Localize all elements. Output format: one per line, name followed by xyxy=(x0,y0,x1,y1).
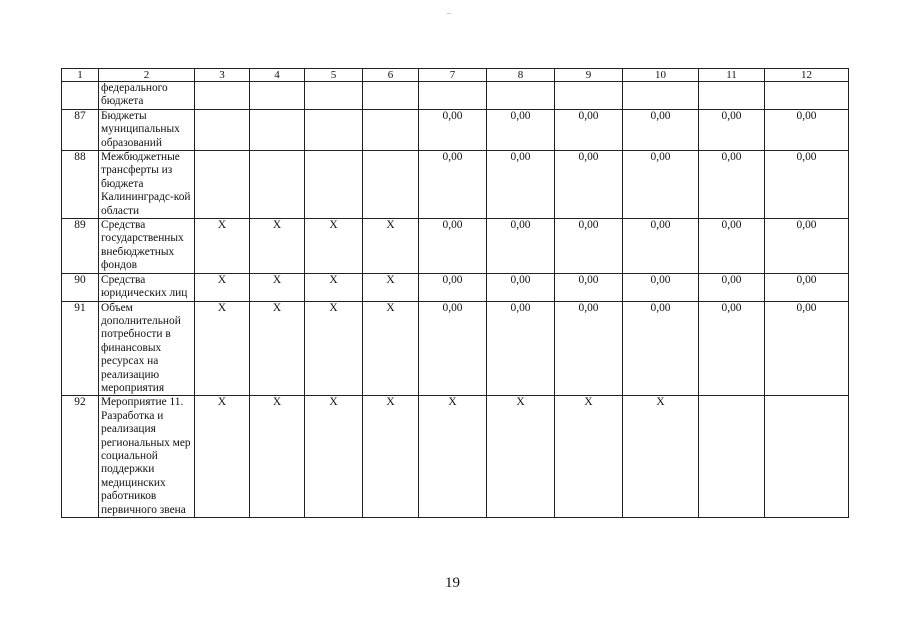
table-cell: X xyxy=(305,396,363,518)
table-cell: X xyxy=(250,273,305,301)
table-cell: 0,00 xyxy=(555,109,623,150)
table-cell: 0,00 xyxy=(765,151,849,219)
table-cell xyxy=(195,151,250,219)
table-cell: 0,00 xyxy=(623,109,699,150)
table-cell: 0,00 xyxy=(419,219,487,274)
row-number: 90 xyxy=(62,273,99,301)
table-cell: 0,00 xyxy=(699,151,765,219)
table-cell: X xyxy=(555,396,623,518)
table-cell: 0,00 xyxy=(487,273,555,301)
table-cell: 0,00 xyxy=(555,151,623,219)
row-number: 88 xyxy=(62,151,99,219)
table-cell: X xyxy=(487,396,555,518)
table-cell: X xyxy=(195,273,250,301)
column-header: 11 xyxy=(699,69,765,82)
column-header: 8 xyxy=(487,69,555,82)
budget-table xyxy=(61,68,849,518)
column-header: 1 xyxy=(62,69,99,82)
table-cell xyxy=(699,82,765,110)
column-header: 12 xyxy=(765,69,849,82)
table-cell: 0,00 xyxy=(487,301,555,396)
table-cell: 0,00 xyxy=(765,301,849,396)
table-cell: 0,00 xyxy=(623,151,699,219)
table-cell xyxy=(555,82,623,110)
scan-mark xyxy=(447,13,451,14)
table-cell: 0,00 xyxy=(765,109,849,150)
row-number: 87 xyxy=(62,109,99,150)
table-row xyxy=(62,273,849,301)
row-name: Средства юридических лиц xyxy=(99,273,195,301)
table-cell: X xyxy=(195,301,250,396)
table-cell: X xyxy=(195,396,250,518)
column-header: 7 xyxy=(419,69,487,82)
table-cell xyxy=(250,151,305,219)
table-cell: X xyxy=(195,219,250,274)
column-header: 3 xyxy=(195,69,250,82)
row-name: Бюджеты муниципальных образований xyxy=(99,109,195,150)
table-row xyxy=(62,396,849,518)
table-cell: X xyxy=(305,219,363,274)
table-cell: 0,00 xyxy=(699,301,765,396)
page-number: 19 xyxy=(445,575,460,591)
table-cell: X xyxy=(250,301,305,396)
table-cell: X xyxy=(250,219,305,274)
row-name: федерального бюджета xyxy=(99,82,195,110)
table-row xyxy=(62,219,849,274)
column-header: 10 xyxy=(623,69,699,82)
table-cell: X xyxy=(305,273,363,301)
table-cell xyxy=(195,82,250,110)
table-cell xyxy=(305,109,363,150)
table-row xyxy=(62,109,849,150)
table-cell: X xyxy=(623,396,699,518)
table-cell: 0,00 xyxy=(487,151,555,219)
table-cell: 0,00 xyxy=(419,109,487,150)
table-cell xyxy=(623,82,699,110)
column-header: 6 xyxy=(363,69,419,82)
row-name: Межбюджетные трансферты из бюджета Калининградс-кой области xyxy=(99,151,195,219)
row-name: Объем дополнительной потребности в финансовых ресурсах на реализацию мероприятия xyxy=(99,301,195,396)
column-header: 5 xyxy=(305,69,363,82)
column-header: 4 xyxy=(250,69,305,82)
table-cell: 0,00 xyxy=(555,273,623,301)
table-cell: 0,00 xyxy=(623,273,699,301)
table-cell xyxy=(487,82,555,110)
row-number xyxy=(62,82,99,110)
table-cell: 0,00 xyxy=(699,273,765,301)
row-number: 89 xyxy=(62,219,99,274)
table-cell xyxy=(250,82,305,110)
table-row xyxy=(62,301,849,396)
table-cell xyxy=(363,151,419,219)
table-body xyxy=(62,82,849,518)
column-header-row xyxy=(62,69,849,82)
table-cell: X xyxy=(363,301,419,396)
row-number: 92 xyxy=(62,396,99,518)
column-header: 2 xyxy=(99,69,195,82)
table-cell xyxy=(765,396,849,518)
table-cell xyxy=(250,109,305,150)
table-cell: X xyxy=(250,396,305,518)
table-cell: 0,00 xyxy=(699,109,765,150)
table-cell: 0,00 xyxy=(699,219,765,274)
table-cell: X xyxy=(363,396,419,518)
table-cell: 0,00 xyxy=(419,273,487,301)
row-number: 91 xyxy=(62,301,99,396)
table-row xyxy=(62,82,849,110)
column-header: 9 xyxy=(555,69,623,82)
table-cell xyxy=(419,82,487,110)
table-cell: 0,00 xyxy=(623,301,699,396)
table-row xyxy=(62,151,849,219)
table-cell: 0,00 xyxy=(555,219,623,274)
row-name: Мероприятие 11. Разработка и реализация региональных мер социальной поддержки медицинских работников первичного звена xyxy=(99,396,195,518)
table-cell xyxy=(363,82,419,110)
table-cell: 0,00 xyxy=(487,109,555,150)
table-cell: X xyxy=(419,396,487,518)
table-cell: X xyxy=(363,273,419,301)
table-cell: 0,00 xyxy=(555,301,623,396)
table-cell: 0,00 xyxy=(765,273,849,301)
table-cell: X xyxy=(363,219,419,274)
table-cell: 0,00 xyxy=(765,219,849,274)
table-cell xyxy=(363,109,419,150)
table-cell xyxy=(195,109,250,150)
table-cell: 0,00 xyxy=(419,301,487,396)
table-cell: 0,00 xyxy=(623,219,699,274)
table-cell: X xyxy=(305,301,363,396)
table-cell xyxy=(699,396,765,518)
table-cell: 0,00 xyxy=(487,219,555,274)
table-cell: 0,00 xyxy=(419,151,487,219)
table-cell xyxy=(765,82,849,110)
table-cell xyxy=(305,151,363,219)
row-name: Средства государственных внебюджетных фондов xyxy=(99,219,195,274)
table-cell xyxy=(305,82,363,110)
